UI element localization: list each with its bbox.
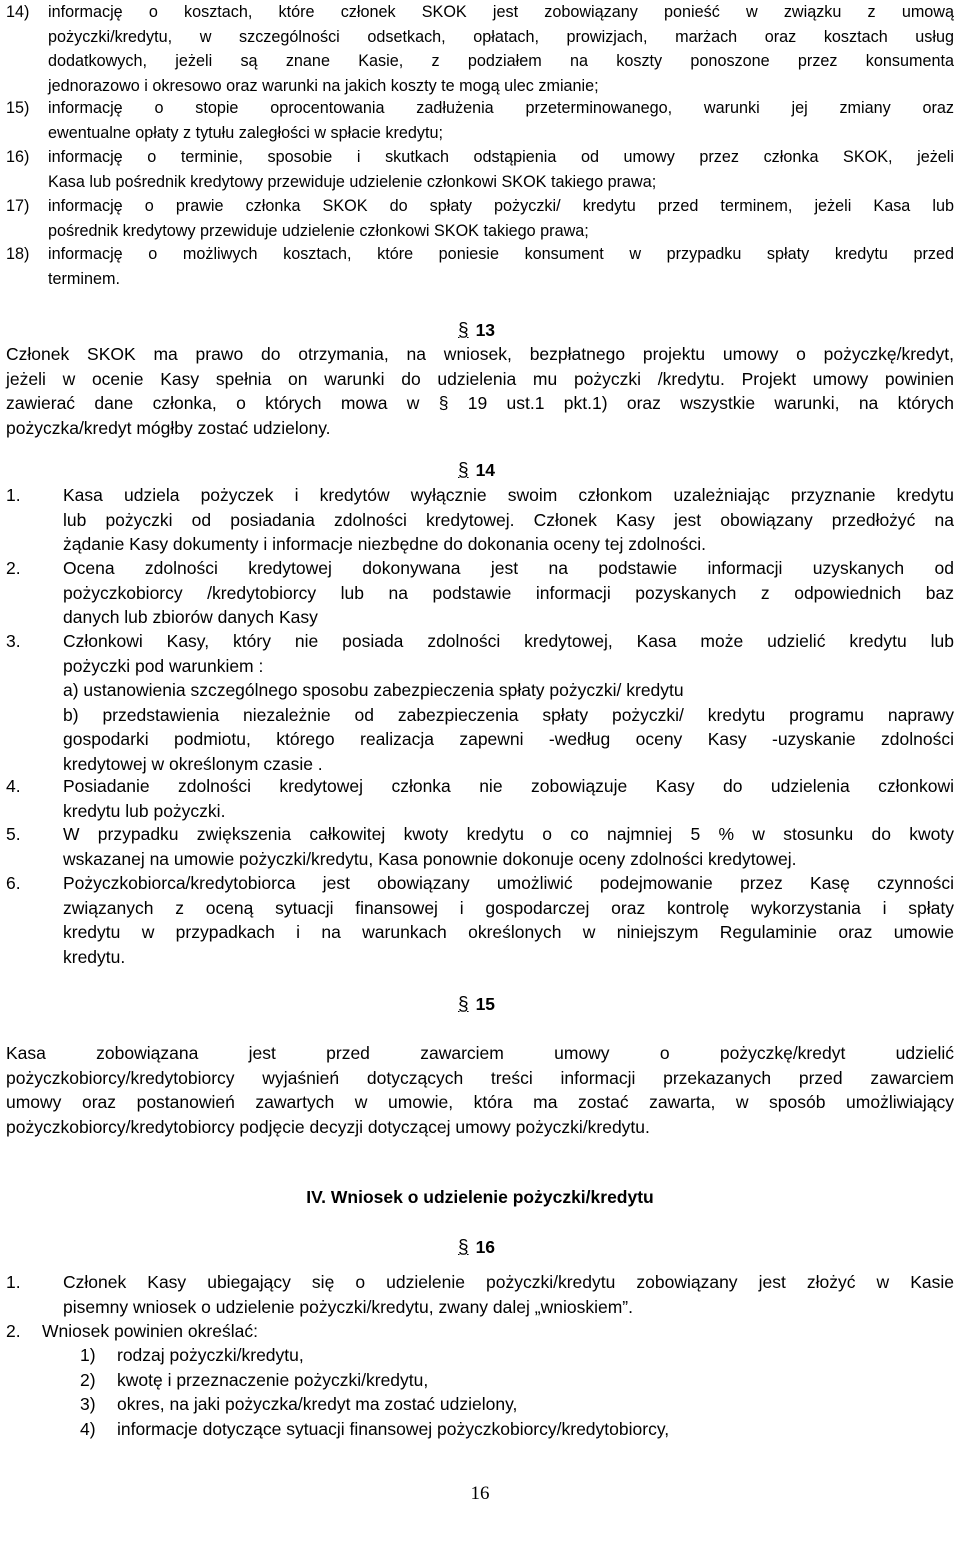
item-number: 1. [6,485,21,505]
section-symbol: § [458,460,469,481]
text-line: dodatkowych, jeżeli są znane Kasie, z podziałem na koszty ponoszone przez konsumenta [48,52,954,70]
text-line: jednorazowo i okresowo oraz warunki na jakich koszty te mogą ulec zmianie; [48,76,599,95]
sub-item-number: 2) [80,1369,96,1390]
text-line: lub pożyczki od posiadania zdolności kredytowej. Członek Kasy jest obowiązany przedłożyć na [63,509,954,530]
section-heading-14 [458,458,495,484]
list-item-number: 15) [6,99,30,117]
text-line: Członek Kasy ubiegający się o udzielenie pożyczki/kredytu zobowiązany jest złożyć w Kasie [63,1272,954,1292]
section-heading-13 [458,318,495,344]
section-symbol: § [458,1237,469,1258]
text-line: żądanie Kasy dokumenty i informacje niezbędne do dokonania oceny tej zdolności. [63,534,707,554]
text-line: pożyczkobiorcy/kredytobiorcy wyjaśnień dotyczących treści informacji przekazanych przed zawarciem [6,1067,954,1088]
text-line: a) ustanowienia szczególnego sposobu zabezpieczenia spłaty pożyczki/ kredytu [63,680,684,700]
text-line: pożyczki pod warunkiem : [63,655,264,676]
text-line: W przypadku zwiększenia całkowitej kwoty kredytu o co najmniej 5 % w stosunku do kwoty [63,824,954,844]
item-number: 2. [6,1321,21,1341]
list-item-number: 16) [6,148,30,166]
text-line: danych lub zbiorów danych Kasy [63,607,318,627]
list-item-14 [6,0,954,98]
sub-item [80,1343,940,1368]
list-item-number: 17) [6,197,30,215]
list-item-number: 18) [6,245,30,263]
list-item-18 [6,242,954,292]
text-line: informację o możliwych kosztach, które poniesie konsument w przypadku spłaty kredytu przed [48,245,954,263]
text-line: wskazanej na umowie pożyczki/kredytu, Kasa ponownie dokonuje oceny zdolności kredytowej. [63,848,797,869]
section-symbol: § [458,994,469,1015]
text-line: informację o terminie, sposobie i skutkach odstąpienia od umowy przez członka SKOK, jeżeli [48,148,954,166]
text-line: Członkowi Kasy, który nie posiada zdolności kredytowej, Kasa może udzielić kredytu lub [63,631,954,651]
item-number: 6. [6,873,21,893]
page-number: 16 [470,1483,490,1504]
text-line: pisemny wniosek o udzielenie pożyczki/kredytu, zwany dalej „wnioskiem”. [63,1296,633,1317]
sub-item-number: 3) [80,1394,96,1414]
sub-item [80,1392,940,1417]
sub-item-text: okres, na jaki pożyczka/kredyt ma zostać udzielony, [117,1394,518,1414]
text-line: umowy oraz postanowień zawartych w umowie, która ma zostać zawarta, w sposób umożliwiający [6,1092,954,1112]
text-line: pośrednik kredytowy przewiduje udzielenie członkowi SKOK takiego prawa; [48,221,589,240]
section-number: 15 [475,994,496,1014]
text-line: Kasa lub pośrednik kredytowy przewiduje udzielenie członkowi SKOK takiego prawa; [48,172,657,191]
text-line: kredytu. [63,946,126,967]
sub-item-text: rodzaj pożyczki/kredytu, [117,1345,304,1365]
text-line: informację o prawie członka SKOK do spłaty pożyczki/ kredytu przed terminem, jeżeli Kasa lub [48,197,954,215]
sub-item-text: kwotę i przeznaczenie pożyczki/kredytu, [117,1369,429,1390]
chapter-heading: IV. Wniosek o udzielenie pożyczki/kredytu [306,1187,654,1207]
sub-item-number: 1) [80,1345,96,1365]
text-line: kredytu w przypadkach i na warunkach określonych w niniejszym Regulaminie oraz umowie [63,922,954,942]
section-13-paragraph [6,342,954,440]
text-line: Kasa zobowiązana jest przed zawarciem umowy o pożyczkę/kredyt udzielić [6,1043,954,1063]
text-line: ewentualne opłaty z tytułu zaległości w spłacie kredytu; [48,123,444,142]
section-number: 13 [475,320,496,340]
text-line: Kasa udziela pożyczek i kredytów wyłącznie swoim członkom uzależniając przyznanie kredytu [63,485,954,505]
item-number: 2. [6,558,21,578]
section-heading-16 [458,1235,495,1261]
text-line: Pożyczkobiorca/kredytobiorca jest obowiązany umożliwić podejmowanie przez Kasę czynności [63,873,954,893]
text-line: gospodarki podmiotu, którego realizacja zapewni -według oceny Kasy -uzyskanie zdolności [63,729,954,749]
section-number: 14 [475,460,496,480]
text-line: b) przedstawienia niezależnie od zabezpieczenia spłaty pożyczki/ kredytu programu naprawy [63,704,954,725]
text-line: pożyczka/kredyt mógłby zostać udzielony. [6,417,331,438]
text-line: Członek SKOK ma prawo do otrzymania, na wniosek, bezpłatnego projektu umowy o pożyczkę/kredyt, [6,344,954,364]
text-line: pożyczkobiorcy /kredytobiorcy lub na podstawie informacji pozyskanych z odpowiednich baz [63,582,954,603]
sub-item-number: 4) [80,1418,96,1439]
text-line: terminem. [48,269,120,288]
sub-item [80,1417,940,1442]
text-line: związanych z oceną sytuacji finansowej i gospodarczej oraz kontrolę wykorzystania i spłaty [63,897,954,918]
item-number: 1. [6,1272,21,1292]
section-number: 16 [475,1237,496,1257]
sub-item [80,1368,940,1393]
sub-item-text: informacje dotyczące sytuacji finansowej pożyczkobiorcy/kredytobiorcy, [117,1418,670,1439]
text-line: Posiadanie zdolności kredytowej członka nie zobowiązuje Kasy do udzielenia członkowi [63,776,954,796]
item-number: 5. [6,824,21,844]
text-line: kredytowej w określonym czasie . [63,753,323,774]
text-line: Ocena zdolności kredytowej dokonywana jest na podstawie informacji uzyskanych od [63,558,954,578]
section-15-paragraph [6,1041,954,1139]
section-symbol: § [458,320,469,341]
item-number: 4. [6,776,21,796]
text-line: pożyczkobiorcy/kredytobiorcy podjęcie decyzji dotyczącej umowy pożyczki/kredytu. [6,1116,650,1137]
section-heading-15 [458,992,495,1018]
list-item-16 [6,145,954,195]
text-line: informację o stopie oprocentowania zadłużenia przeterminowanego, warunki jej zmiany oraz [48,99,954,117]
text-line: pożyczki/kredytu, w szczególności odsetkach, opłatach, prowizjach, marżach oraz kosztach usług [48,27,954,46]
text-line: Wniosek powinien określać: [42,1321,258,1341]
list-item-17 [6,194,954,244]
section-16-subitems [80,1343,940,1441]
list-item-15 [6,96,954,146]
text-line: zawierać dane członka, o których mowa w § 19 ust.1 pkt.1) oraz wszystkie warunki, na których [6,393,954,413]
list-item-number: 14) [6,3,30,21]
text-line: kredytu lub pożyczki. [63,800,226,821]
text-line: informację o kosztach, które członek SKOK jest zobowiązany ponieść w związku z umową [48,3,954,21]
text-line: jeżeli w ocenie Kasy spełnia on warunki do udzielenia mu pożyczki /kredytu. Projekt umowy powinien [6,368,954,389]
item-number: 3. [6,631,21,651]
